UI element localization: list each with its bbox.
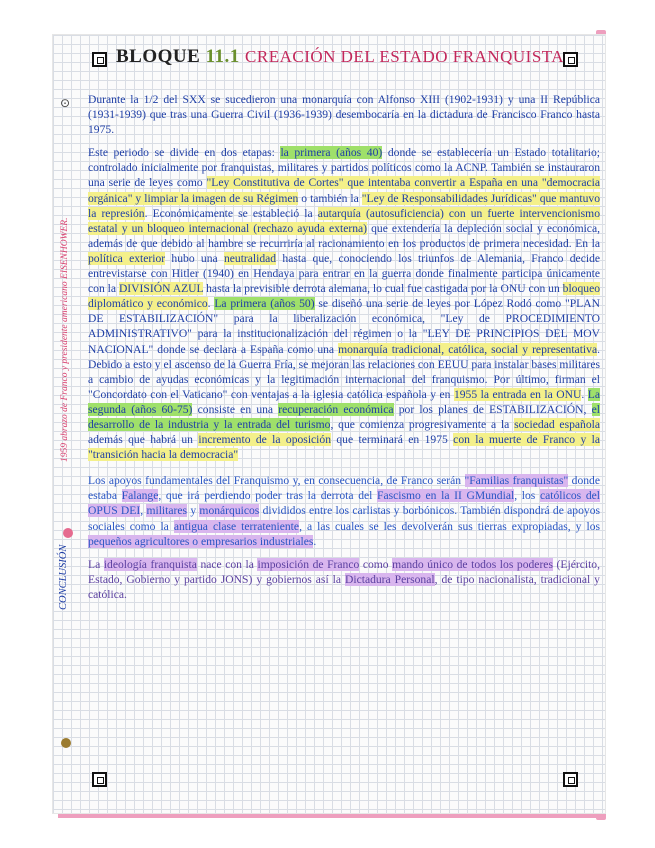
paragraph-apoyos xyxy=(88,473,600,548)
binder-hole-icon xyxy=(63,528,73,538)
margin-note-conclusion: CONCLUSIÓN xyxy=(58,544,69,610)
highlighted-text: 1955 la entrada en la ONU xyxy=(453,387,582,401)
title-number: 11.1 xyxy=(205,46,240,67)
highlighted-text: sociedad española xyxy=(514,417,600,431)
highlighted-text: La primera (años 50) xyxy=(214,297,315,311)
text-segment: consiste en una xyxy=(192,402,279,416)
corner-box-icon xyxy=(92,772,107,787)
highlighted-text: imposición de Franco xyxy=(257,557,360,571)
text-segment: . xyxy=(581,387,588,401)
highlighted-text: incremento de la oposición xyxy=(198,433,332,447)
text-segment: como xyxy=(359,557,393,571)
highlighted-text: pequeños agricultores o empresarios industriales xyxy=(88,534,314,548)
highlighted-text: antigua clase terrateniente xyxy=(173,519,300,533)
text-segment: . xyxy=(313,534,317,548)
text-segment: divididos entre los carlistas y borbónicos. También dispondrá de apoyos sociales como la xyxy=(88,504,601,533)
text-segment: . Económicamente se estableció la xyxy=(144,206,318,220)
paragraph-etapas xyxy=(88,145,600,462)
highlighted-text: La segunda (años 60-75) xyxy=(88,387,600,416)
highlighted-text: Falange xyxy=(121,489,159,503)
highlighted-text: "Ley de Responsabilidades Jurídicas" que mantuvo la represión xyxy=(88,191,601,220)
text-segment: , a las cuales se les devolverán sus tierras expropiadas, y los xyxy=(299,519,601,533)
text-segment: además que habrá un xyxy=(88,433,199,447)
text-segment: , que irá perdiendo poder tras la derrota del xyxy=(158,489,378,503)
highlighted-text: militares xyxy=(146,504,188,518)
highlighted-text: católicos del OPUS DEI xyxy=(88,489,601,518)
text-segment: y xyxy=(187,504,200,518)
text-segment: (Ejército, Estado, Gobierno y partido JONS) y gobiernos así la xyxy=(88,557,600,586)
text-segment: , de tipo nacionalista, tradicional y católica. xyxy=(88,572,600,601)
text-segment: donde se establecería un Estado totalitario; controlado inicialmente por franquistas, militares y partidos políticos como la ACNP. También se instauraron una serie de leyes como xyxy=(88,146,600,190)
text-segment: Este periodo se divide en dos etapas: xyxy=(88,146,281,160)
highlighted-text: "Familias franquistas" xyxy=(464,474,569,488)
paragraph-ideologia xyxy=(88,557,600,602)
binder-hole-icon xyxy=(61,738,71,748)
text-segment: . Debido a esto y el ascenso de la Guerra Fría, se mejoran las relaciones con EEUU para instalar bases militares a cambio de ayudas económicas y la legitimación internacional del franquismo. Por último, firman el "Concordato con el Vaticano" con ventajas a la iglesia católica española y en xyxy=(88,342,600,401)
text-segment: La xyxy=(88,557,104,571)
highlighted-text: el desarrollo de la industria y la entrada del turismo xyxy=(88,402,600,431)
text-segment: , que comienza progresivamente a la xyxy=(330,417,515,431)
highlighted-text: ideología franquista xyxy=(103,557,197,571)
text-segment: hasta que, conociendo los triunfos de Alemania, Franco decide entrevistarse con Hitler (1940) en Hendaya para entrar en la guerra donde finalmente participa únicamente con la xyxy=(88,251,601,296)
corner-box-icon xyxy=(563,52,578,67)
text-segment: que terminará en 1975 xyxy=(331,433,454,447)
text-segment: , xyxy=(140,504,147,518)
highlighted-text: monarquía tradicional, católica, social y representativa xyxy=(338,342,598,356)
highlighted-text: Fascismo en la II GMundial xyxy=(377,489,515,503)
title-subtitle: CREACIÓN DEL ESTADO FRANQUISTA xyxy=(245,47,565,66)
text-segment: . xyxy=(207,297,215,311)
highlighted-text: mando único de todos los poderes xyxy=(392,557,553,571)
highlighted-text: "Ley Constitutiva de Cortes" que intentaba convertir a España en una "democracia orgánica" y limpiar la imagen de su Régimen xyxy=(88,176,600,205)
highlighted-text: bloqueo diplomático y económico xyxy=(88,282,601,311)
bullet-icon: ⊙ xyxy=(60,96,71,110)
text-segment: se diseñó una serie de leyes por López Rodó como "PLAN DE ESTABILIZACIÓN" para la liberalización económica, "Ley de PROCEDIMIENTO ADMINISTRATIVO" para la institucionalización del régimen o la "LEY DE PRINCIPIOS DEL MOV NACIONAL" donde se declara a España como una xyxy=(88,297,601,356)
text-segment: Los apoyos fundamentales del Franquismo y, en consecuencia, de Franco serán xyxy=(88,474,465,488)
highlighted-text: con la muerte de Franco y la "transición hacia la democracia" xyxy=(88,433,600,462)
highlighted-text: Dictadura Personal xyxy=(344,572,435,586)
highlighted-text: recuperación económica xyxy=(278,402,394,416)
text-segment: que extendería la depleción social y económica, además de que debido al hambre se recurriría al racionamiento en los productos de primera necesidad. En la xyxy=(88,221,600,250)
text-segment: hasta la previsible derrota alemana, lo cual fue castigada por la ONU con un xyxy=(203,282,563,296)
notes-body xyxy=(88,92,600,610)
paragraph-intro: Durante la 1/2 del SXX se sucedieron una monarquía con Alfonso XIII (1902-1931) y una II República (1931-1939) que tras una Guerra Civil (1936-1939) desembocaría en la dictadura de Francisco Franco hasta 1975. xyxy=(88,93,600,137)
highlighted-text: política exterior xyxy=(88,251,166,265)
text-segment: donde estaba xyxy=(88,474,600,503)
text-segment: nace con la xyxy=(196,557,258,571)
highlighted-text: monárquicos xyxy=(199,504,260,518)
page-title xyxy=(116,46,564,68)
highlighted-text: la primera (años 40) xyxy=(280,146,383,160)
corner-box-icon xyxy=(92,52,107,67)
margin-note-1959: 1959 abrazo de Franco y presidente americano EISENHOWER. xyxy=(60,217,70,462)
corner-box-icon xyxy=(563,772,578,787)
text-segment: por los planes de ESTABILIZACIÓN, xyxy=(393,402,592,416)
text-segment: , los xyxy=(514,489,540,503)
highlighted-text: autarquía (autosuficiencia) con un fuerte intervencionismo estatal y un bloqueo internacional (rechazo ayuda externa) xyxy=(88,206,600,235)
title-label: BLOQUE xyxy=(116,46,201,67)
highlighted-text: neutralidad xyxy=(223,251,277,265)
text-segment: hubo una xyxy=(165,251,224,265)
text-segment: o también la xyxy=(298,191,362,205)
highlighted-text: DIVISIÓN AZUL xyxy=(118,282,204,296)
